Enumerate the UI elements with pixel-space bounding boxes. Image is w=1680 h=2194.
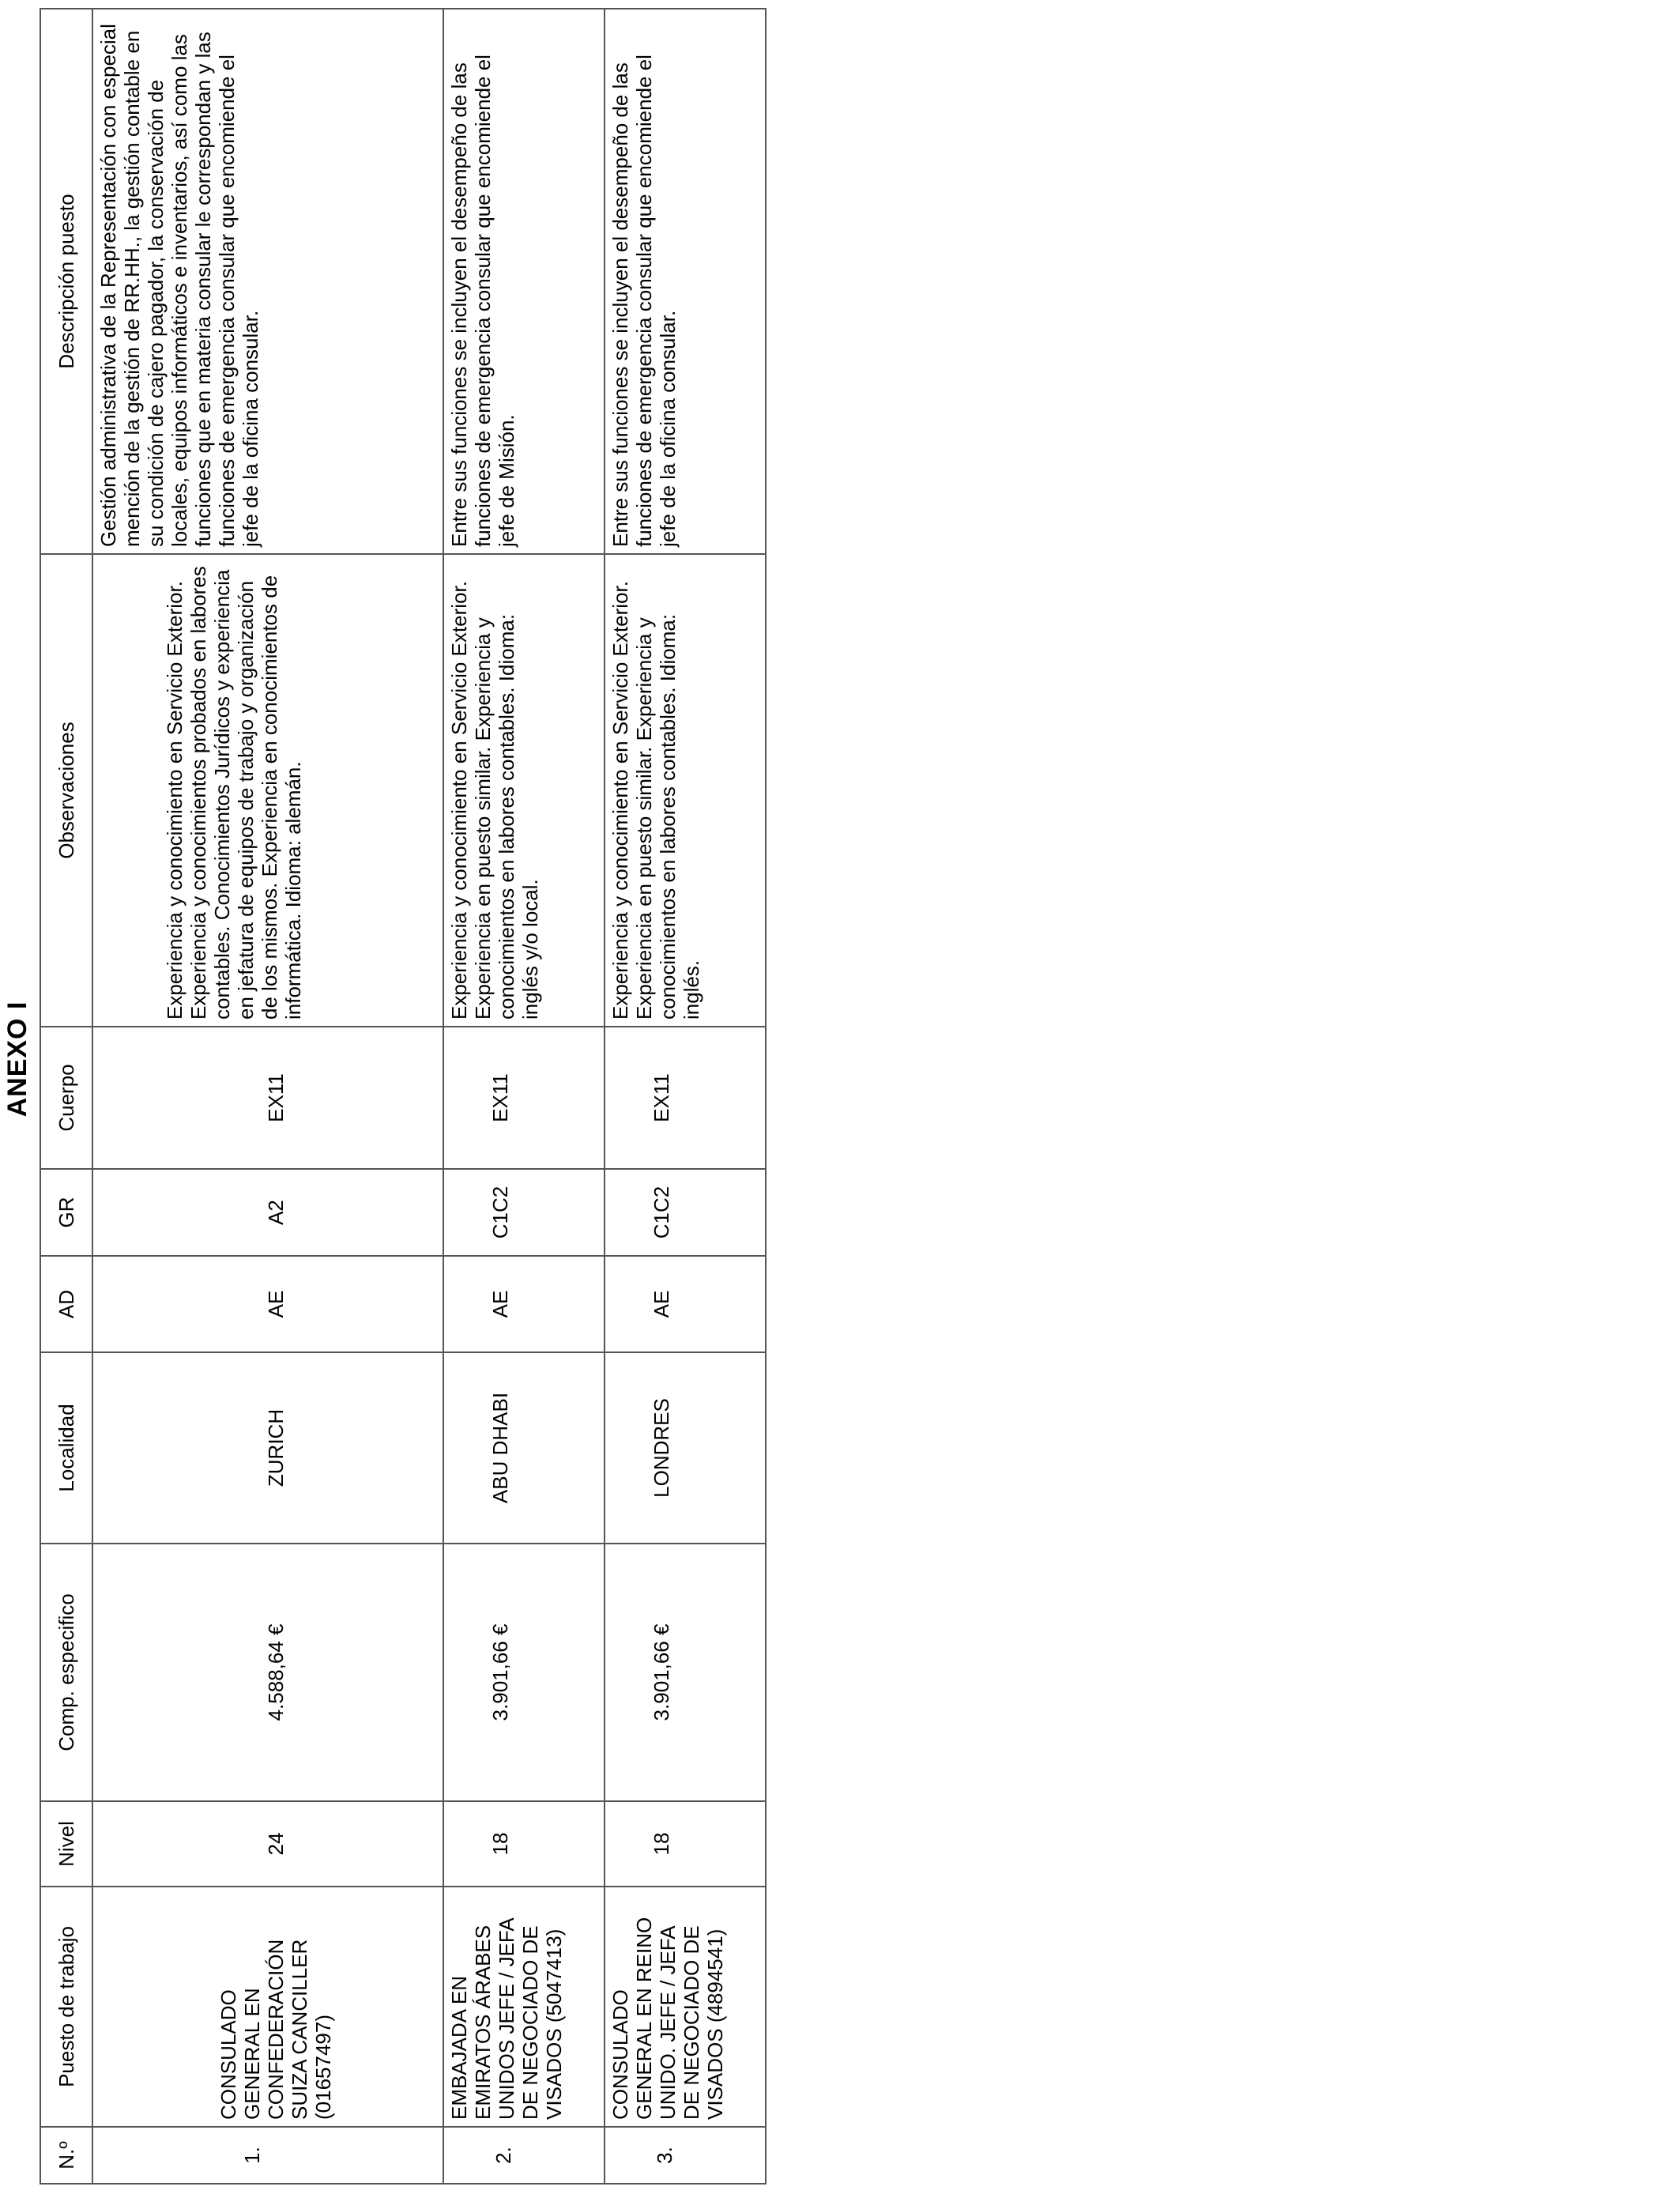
observaciones-text: Experiencia y conocimiento en Servicio Exterior. Experiencia en puesto similar. Experiencia y conocimientos en labores contables. Idioma: inglés.: [608, 581, 703, 1020]
cuerpo-text: EX11: [264, 1073, 288, 1122]
cell-localidad: [605, 1352, 766, 1544]
descripcion-text: Gestión administrativa de la Representación con especial mención de la gestión de RR.HH., la gestión contable en su condición de cajero pagador, la conservación de locales, equipos informáticos e inventarios, así como las funciones que en materia consular le correspondan y las funciones de emergencia consular que encomiende el jefe de la oficina consular.: [96, 24, 262, 547]
document-title: ANEXO I: [2, 1001, 32, 1118]
header-puesto: Puesto de trabajo: [40, 1887, 92, 2127]
header-gr: GR: [40, 1169, 92, 1256]
cell-cuerpo: [443, 1027, 605, 1169]
cell-comp: [605, 1544, 766, 1801]
cell-cuerpo: [605, 1027, 766, 1169]
gr-text: A2: [264, 1200, 288, 1225]
localidad-text: ZURICH: [264, 1408, 288, 1487]
comp-text: 3.901,66 €: [650, 1623, 673, 1721]
cell-descripcion: [443, 9, 605, 554]
annex-table: [40, 8, 767, 2185]
descripcion-text: Entre sus funciones se incluyen el desempeño de las funciones de emergencia consular que encomiende el jefe de Misión.: [447, 55, 518, 547]
descripcion-text: Entre sus funciones se incluyen el desempeño de las funciones de emergencia consular que encomiende el jefe de la oficina consular.: [608, 55, 680, 547]
row-number: 2.: [492, 2147, 515, 2164]
cell-observaciones: [92, 554, 443, 1027]
row-number: 1.: [240, 2147, 264, 2164]
observaciones-text: Experiencia y conocimiento en Servicio Exterior. Experiencia y conocimientos probados en labores contables. Conocimientos Jurídicos y experiencia en jefatura de equipos de trabajo y organización de los mismos. Experiencia en conocimientos de informática. Idioma: alemán.: [163, 566, 305, 1020]
cell-nivel: [443, 1801, 605, 1887]
cell-num: [605, 2127, 766, 2184]
cell-puesto: [443, 1887, 605, 2127]
cell-observaciones: [443, 554, 605, 1027]
comp-text: 3.901,66 €: [488, 1623, 512, 1721]
header-observaciones: Observaciones: [40, 554, 92, 1027]
cell-nivel: [605, 1801, 766, 1887]
cell-puesto: [605, 1887, 766, 2127]
header-cuerpo: Cuerpo: [40, 1027, 92, 1169]
header-localidad: Localidad: [40, 1352, 92, 1544]
cell-ad: [605, 1256, 766, 1352]
cuerpo-text: EX11: [650, 1073, 673, 1122]
cuerpo-text: EX11: [488, 1073, 512, 1122]
cell-cuerpo: [92, 1027, 443, 1169]
cell-localidad: [92, 1352, 443, 1544]
header-nivel: Nivel: [40, 1801, 92, 1887]
cell-descripcion: [92, 9, 443, 554]
cell-gr: [443, 1169, 605, 1256]
header-comp: Comp. especifico: [40, 1544, 92, 1801]
cell-comp: [92, 1544, 443, 1801]
header-num: N.º: [40, 2127, 92, 2184]
cell-puesto: [92, 1887, 443, 2127]
header-ad: AD: [40, 1256, 92, 1352]
table-row: [92, 9, 443, 2184]
cell-ad: [92, 1256, 443, 1352]
localidad-text: LONDRES: [650, 1398, 673, 1498]
puesto-text: CONSULADO GENERAL EN CONFEDERACIÓN SUIZA CANCILLER (01657497): [217, 1939, 335, 2120]
observaciones-text: Experiencia y conocimiento en Servicio Exterior. Experiencia en puesto similar. Experiencia y conocimientos en labores contables. Idioma: inglés y/o local.: [447, 581, 542, 1020]
cell-num: [443, 2127, 605, 2184]
gr-text: C1C2: [488, 1186, 512, 1239]
ad-text: AE: [264, 1290, 288, 1318]
localidad-text: ABU DHABI: [488, 1392, 512, 1504]
nivel-text: 18: [650, 1832, 673, 1856]
cell-gr: [92, 1169, 443, 1256]
table-row: [443, 9, 605, 2184]
nivel-text: 24: [264, 1832, 288, 1856]
cell-observaciones: [605, 554, 766, 1027]
ad-text: AE: [650, 1290, 673, 1318]
cell-ad: [443, 1256, 605, 1352]
cell-nivel: [92, 1801, 443, 1887]
cell-gr: [605, 1169, 766, 1256]
puesto-text: EMBAJADA EN EMIRATOS ÁRABES UNIDOS JEFE / JEFA DE NEGOCIADO DE VISADOS (5047413): [447, 1918, 566, 2120]
table-row: [605, 9, 766, 2184]
gr-text: C1C2: [650, 1186, 673, 1239]
puesto-text: CONSULADO GENERAL EN REINO UNIDO. JEFE / JEFA DE NEGOCIADO DE VISADOS (4894541): [608, 1917, 727, 2120]
comp-text: 4.588,64 €: [264, 1623, 288, 1721]
ad-text: AE: [488, 1290, 512, 1318]
row-number: 3.: [653, 2147, 676, 2164]
cell-num: [92, 2127, 443, 2184]
header-descripcion: Descripción puesto: [40, 9, 92, 554]
cell-comp: [443, 1544, 605, 1801]
nivel-text: 18: [488, 1832, 512, 1856]
table-header-row: [40, 9, 92, 2184]
cell-descripcion: [605, 9, 766, 554]
cell-localidad: [443, 1352, 605, 1544]
